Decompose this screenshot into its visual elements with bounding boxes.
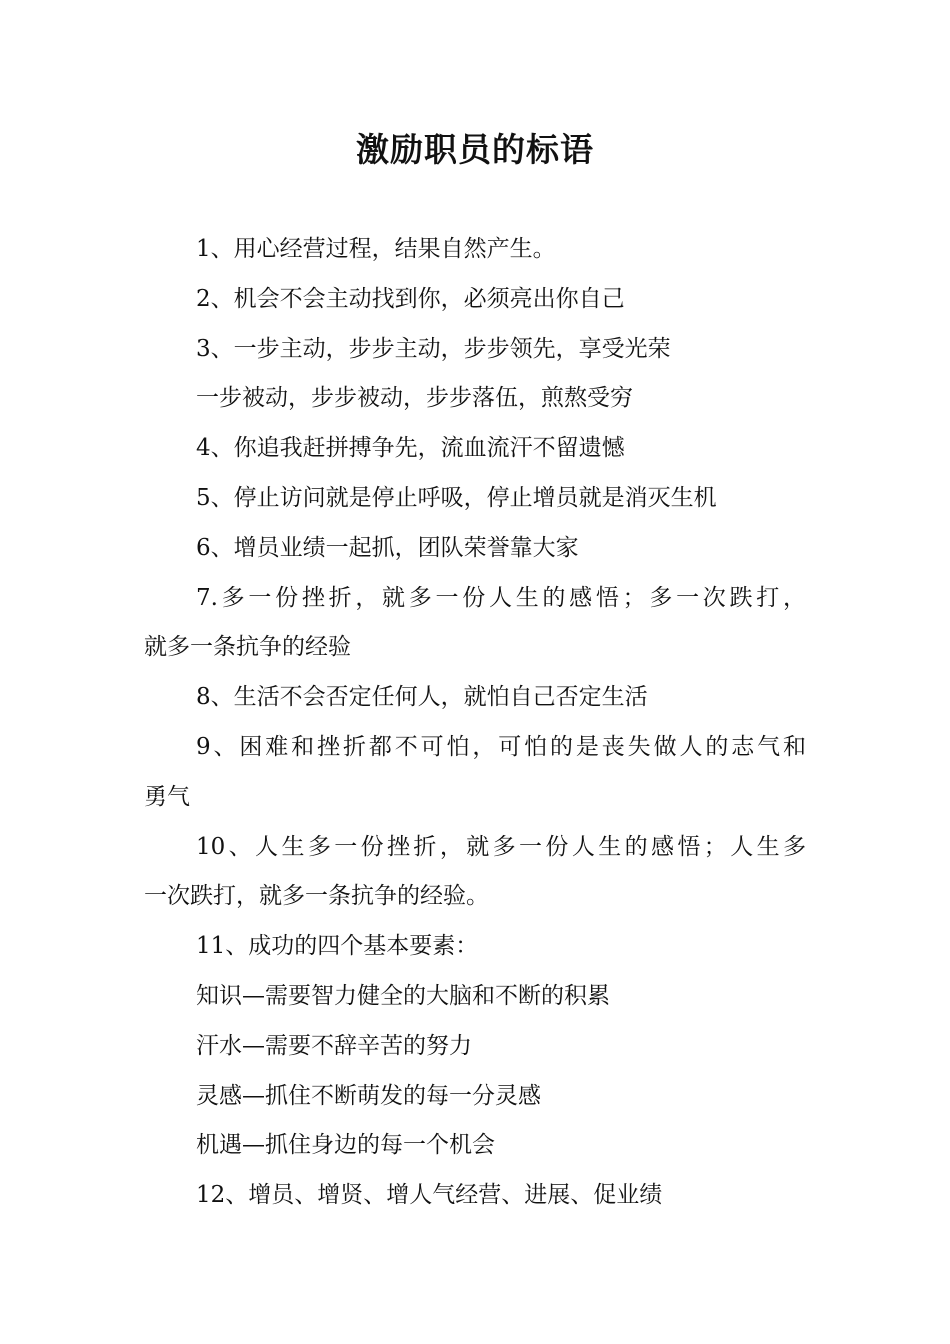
slogan-line: 3、一步主动，步步主动，步步领先，享受光荣 [196,335,671,362]
slogan-line: 机遇—抓住身边的每一个机会 [196,1132,495,1159]
slogan-line: 一次跌打，就多一条抗争的经验。 [144,883,489,910]
slogan-line: 11、成功的四个基本要素： [196,933,479,960]
slogan-line: 知识—需要智力健全的大脑和不断的积累 [196,982,610,1009]
slogan-line: 1、用心经营过程，结果自然产生。 [196,236,556,262]
slogan-line: 灵感—抓住不断萌发的每一分灵感 [196,1082,541,1109]
slogan-line: 就多一条抗争的经验 [144,634,351,661]
document-body [144,225,806,1221]
slogan-line: 8、生活不会否定任何人，就怕自己否定生活 [196,684,648,711]
slogan-line: 4、你追我赶拼搏争先，流血流汗不留遗憾 [196,435,625,462]
slogan-line: 12、增员、增贤、增人气经营、进展、促业绩 [196,1182,663,1209]
slogan-line: 2、机会不会主动找到你，必须亮出你自己 [196,285,625,312]
slogan-line: 9、困难和挫折都不可怕，可怕的是丧失做人的志气和 [196,733,806,760]
slogan-line: 勇气 [144,783,190,810]
slogan-line: 汗水—需要不辞辛苦的努力 [196,1032,472,1059]
slogan-line: 7.多一份挫折，就多一份人生的感悟；多一次跌打， [196,584,806,611]
slogan-line: 6、增员业绩一起抓，团队荣誉靠大家 [196,534,579,561]
slogan-line: 5、停止访问就是停止呼吸，停止增员就是消灭生机 [196,484,717,511]
slogan-line: 10、人生多一份挫折，就多一份人生的感悟；人生多 [196,833,806,860]
slogan-line: 一步被动，步步被动，步步落伍，煎熬受穷 [196,385,633,412]
document-title: 激励职员的标语 [356,130,594,169]
